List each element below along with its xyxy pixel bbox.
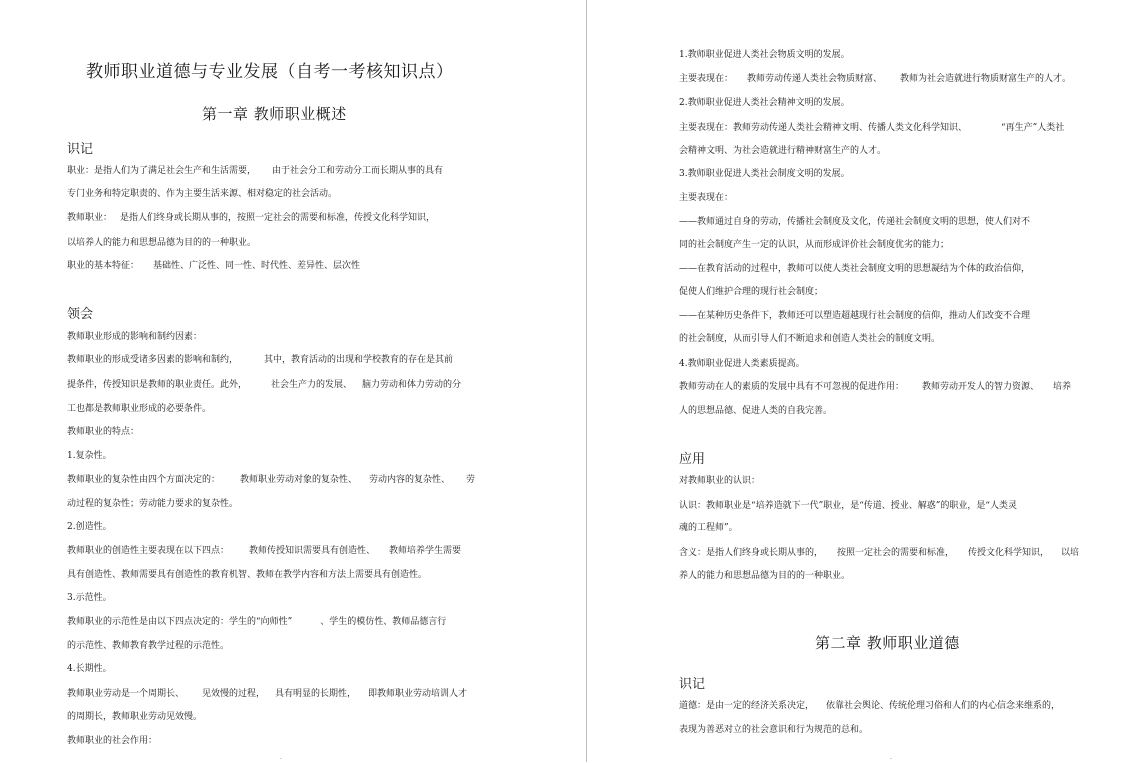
text-line: 教师职业的形成受诸多因素的影响和制约， 其中，教育活动的出现和学校教育的存在是其前	[67, 355, 454, 365]
text-line: 2.教师职业促进人类社会精神文明的发展。	[679, 98, 850, 108]
text-line: 具有创造性、教师需要具有创造性的教育机智、教师在教学内容和方法上需要具有创造性。	[67, 570, 428, 580]
text-line: 教师劳动在人的素质的发展中具有不可忽视的促进作用： 教师劳动开发人的智力资源、 培养	[679, 382, 1072, 392]
text-line: 3.教师职业促进人类社会制度文明的发展。	[679, 169, 850, 179]
text-line: 工也都是教师职业形成的必要条件。	[67, 404, 212, 414]
text-line: 以培养人的能力和思想品德为目的的一种职业。	[67, 238, 257, 248]
text-line: 教师职业的创造性主要表现在以下四点： 教师传授知识需要具有创造性、 教师培养学生需要	[67, 546, 462, 556]
text-line: 认识：教师职业是“培养造就下一代”职业，是“传道、授业、解惑”的职业，是“人类灵	[679, 501, 1018, 511]
text-line: 促使人们维护合理的现行社会制度；	[679, 287, 824, 297]
text-line: 2.创造性。	[67, 522, 112, 532]
text-line: 同的社会制度产生一定的认识，从而形成评价社会制度优劣的能力；	[679, 240, 950, 250]
page-divider	[586, 0, 587, 762]
chapter-1-title: 第一章 教师职业概述	[202, 105, 347, 123]
text-line: 教师职业： 是指人们终身或长期从事的，按照一定社会的需要和标准，传授文化科学知识，	[67, 213, 436, 223]
text-line: 1.复杂性。	[67, 451, 112, 461]
text-line: 的社会制度，从而引导人们不断追求和创造人类社会的制度文明。	[679, 334, 941, 344]
text-line: 魂的工程师”。	[679, 523, 738, 533]
text-line: 职业的基本特征： 基础性、广泛性、同一性、时代性、差异性、层次性	[67, 261, 361, 271]
document-title: 教师职业道德与专业发展（自考一考核知识点）	[86, 62, 454, 82]
text-line: 教师职业的示范性是由以下四点决定的：学生的“向师性” 、学生的模仿性、教师品德言行	[67, 617, 447, 627]
text-line: 教师职业的特点：	[67, 427, 140, 437]
text-line: 主要表现在： 教师劳动传递人类社会物质财富、 教师为社会造就进行物质财富生产的人才。	[679, 74, 1072, 84]
text-line: 主要表现在：	[679, 193, 734, 203]
page-number-mark: ·	[890, 756, 892, 763]
text-line: 含义：是指人们终身或长期从事的， 按照一定社会的需要和标准， 传授文化科学知识， 以培	[679, 548, 1080, 558]
text-line: 养人的能力和思想品德为目的的一种职业。	[679, 571, 851, 581]
section-remember-heading: 识记	[67, 142, 94, 157]
text-line: 表现为善恶对立的社会意识和行为规范的总和。	[679, 725, 869, 735]
text-line: 教师职业形成的影响和制约因素：	[67, 332, 203, 342]
text-line: ——在某种历史条件下，教师还可以塑造超越现行社会制度的信仰，推动人们改变不合理	[679, 311, 1031, 321]
text-line: 4.教师职业促进人类素质提高。	[679, 359, 805, 369]
text-line: 职业：是指人们为了满足社会生产和生活需要， 由于社会分工和劳动分工而长期从事的具有	[67, 166, 444, 176]
text-line: 对教师职业的认识：	[679, 476, 761, 486]
text-line: 道德：是由一定的经济关系决定， 依靠社会舆论、传统伦理习俗和人们的内心信念来维系的，	[679, 701, 1061, 711]
text-line: 的示范性、教师教育教学过程的示范性。	[67, 641, 230, 651]
chapter-2-title: 第二章 教师职业道德	[815, 634, 960, 652]
text-line: 教师职业的社会作用：	[67, 736, 158, 746]
text-line: 3.示范性。	[67, 593, 112, 603]
text-line: ——在教育活动的过程中，教师可以使人类社会制度文明的思想凝结为个体的政治信仰，	[679, 264, 1031, 274]
text-line: 动过程的复杂性；劳动能力要求的复杂性。	[67, 499, 239, 509]
text-line: 的周期长，教师职业劳动见效慢。	[67, 712, 203, 722]
text-line: 教师职业的复杂性由四个方面决定的： 教师职业劳动对象的复杂性、 劳动内容的复杂性、 劳	[67, 475, 476, 485]
text-line: 提条件，传授知识是教师的职业责任。此外， 社会生产力的发展、 脑力劳动和体力劳动的分	[67, 380, 462, 390]
text-line: ——教师通过自身的劳动，传播社会制度及文化，传递社会制度文明的思想，使人们对不	[679, 217, 1031, 227]
text-line: 1.教师职业促进人类社会物质文明的发展。	[679, 50, 850, 60]
text-line: 人的思想品德、促进人类的自我完善。	[679, 406, 833, 416]
text-line: 4.长期性。	[67, 664, 112, 674]
text-line: 专门业务和特定职责的、作为主要生活来源、相对稳定的社会活动。	[67, 189, 338, 199]
page-number-mark: ·	[280, 756, 282, 763]
text-line: 会精神文明、为社会造就进行精神财富生产的人才。	[679, 146, 887, 156]
text-line: 主要表现在：教师劳动传递人类社会精神文明、传播人类文化科学知识、 “再生产”人类社	[679, 123, 1065, 133]
section-apply-heading: 应用	[679, 452, 706, 467]
text-line: 教师职业劳动是一个周期长、 见效慢的过程， 具有明显的长期性， 即教师职业劳动培训人才	[67, 689, 468, 699]
section-understand-heading: 领会	[67, 307, 94, 322]
right-page	[588, 0, 1129, 762]
section-remember-heading-2: 识记	[679, 677, 706, 692]
